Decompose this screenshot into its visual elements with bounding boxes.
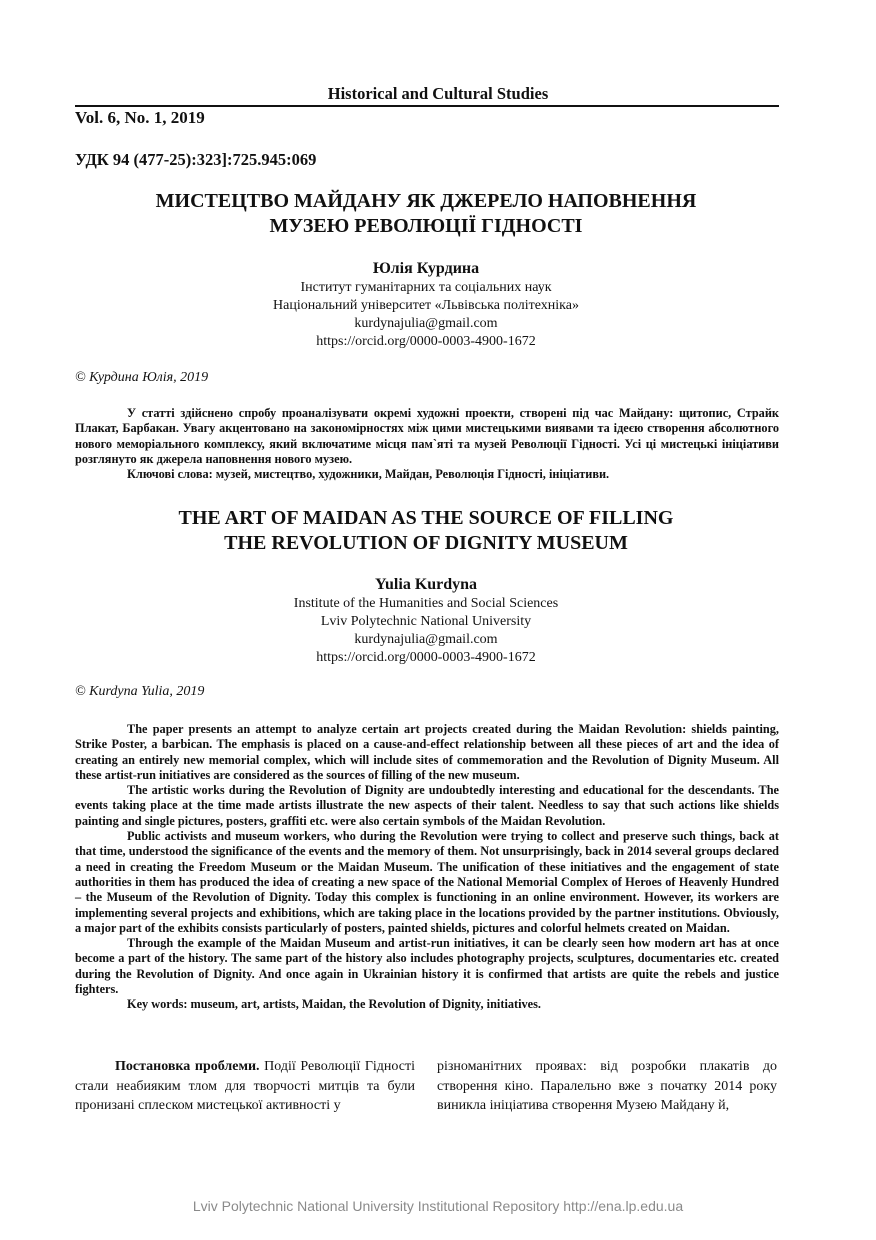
uk-title — [0, 189, 852, 239]
en-abstract — [75, 722, 779, 1013]
en-abstract-paragraph-2: The artistic works during the Revolution of Dignity are undoubtedly interesting and educational for the descendants. The events taking place at the time made artists illustrate the new aspects of their talent. Needless to say that such actions like shields painting and single pictures, posters, graffiti etc. were also certain symbols of the Maidan Revolution. — [75, 783, 779, 828]
body-left-column — [75, 1057, 415, 1116]
uk-affiliation-institute: Інститут гуманітарних та соціальних наук — [300, 280, 552, 295]
body-left-paragraph — [75, 1057, 415, 1116]
en-title-line2: THE REVOLUTION OF DIGNITY MUSEUM — [224, 532, 628, 554]
uk-affiliation-block — [0, 279, 852, 351]
uk-affiliation-university: Національний університет «Львівська політехніка» — [273, 298, 579, 313]
uk-abstract — [75, 406, 779, 482]
en-author: Yulia Kurdyna — [374, 576, 478, 593]
journal-title: Historical and Cultural Studies — [327, 84, 549, 103]
en-title-line1: THE ART OF MAIDAN AS THE SOURCE OF FILLING — [178, 507, 674, 529]
body-right-text: різноманітних проявах: від розробки плакатів до створення кіно. Паралельно вже з початку 2014 року виникла ініціатива створення Музею Майдану й, — [437, 1059, 777, 1113]
en-affiliation-university: Lviv Polytechnic National University — [320, 614, 532, 629]
uk-title-line2: МУЗЕЮ РЕВОЛЮЦІЇ ГІДНОСТІ — [269, 215, 583, 237]
uk-copyright: © Курдина Юлія, 2019 — [75, 370, 209, 385]
uk-orcid-link[interactable]: https://orcid.org/0000-0003-4900-1672 — [316, 334, 536, 349]
uk-title-line1: МИСТЕЦТВО МАЙДАНУ ЯК ДЖЕРЕЛО НАПОВНЕННЯ — [155, 190, 697, 212]
volume-info: Vol. 6, No. 1, 2019 — [75, 108, 205, 127]
en-abstract-paragraph-3: Public activists and museum workers, who during the Revolution were trying to collect and preserve such things, back at that time, understood the significance of the events and the memory of them. Not unsurprisingly, back in 2014 several groups declared a need in creating the Freedom Museum or the Maidan Museum. The unification of these initiatives and the engagement of state authorities in them has produced the idea of creating a new space of the National Memorial Complex of Heroes of Heavenly Hundred – the Museum of the Revolution of Dignity. Today this complex is functioning in an online environment. However, its workers are implementing several projects and exhibitions, which are taking place in the locations provided by the partner institutions. Obviously, a major part of the exhibits consists particularly of posters, painted shields, pictures and colorful helmets created on Maidan. — [75, 829, 779, 935]
en-title — [0, 506, 852, 556]
uk-author: Юлія Курдина — [372, 260, 480, 277]
body-left-text: Події Революції Гідності стали неабияким тлом для творчості митців та були пронизані сплеском мистецької активності у — [75, 1059, 415, 1113]
uk-keywords: Ключові слова: музей, мистецтво, художники, Майдан, Революція Гідності, ініціативи. — [127, 467, 610, 482]
udk-code: УДК 94 (477-25):323]:725.945:069 — [75, 150, 317, 169]
repository-footer: Lviv Polytechnic National University Institutional Repository http://ena.lp.edu.ua — [192, 1198, 684, 1214]
en-abstract-paragraph-4: Through the example of the Maidan Museum and artist-run initiatives, it can be clearly seen how modern art has at once become a part of the history. The same part of the history also includes photography projects, sculptures, documentaries etc. created during the Revolution of Dignity. And once again in Ukrainian history it is confirmed that artists are quite the rebels and justice fighters. — [75, 936, 779, 997]
en-copyright: © Kurdyna Yulia, 2019 — [75, 684, 205, 699]
en-email[interactable]: kurdynajulia@gmail.com — [354, 632, 498, 647]
uk-email[interactable]: kurdynajulia@gmail.com — [354, 316, 498, 331]
header-divider — [75, 105, 779, 107]
en-affiliation-institute: Institute of the Humanities and Social Sciences — [293, 596, 559, 611]
en-abstract-paragraph-1: The paper presents an attempt to analyze certain art projects created during the Maidan Revolution: shields painting, Strike Poster, a barbican. The emphasis is placed on a cause-and-effect relationship between all these pieces of art and the idea of creating an entirely new memorial complex, which will include sites of commemoration and the Revolution of Dignity Museum. All these artist-run initiatives are considered as the sources of filling of the new museum. — [75, 722, 779, 782]
en-orcid-link[interactable]: https://orcid.org/0000-0003-4900-1672 — [316, 650, 536, 665]
body-right-column — [437, 1057, 777, 1116]
en-affiliation-block — [0, 595, 852, 667]
uk-abstract-text: У статті здійснено спробу проаналізувати окремі художні проекти, створені під час Майдану: щитопис, Страйк Плакат, Барбакан. Увагу акцентовано на закономірностях між цими мистецькими виявами та ідеєю створення абсолютного нового меморіального комплексу, який включатиме місця пам`яті та музей Революції Гідності. Усі ці мистецькі ініціативи розглянуто як джерела наповнення нового музею. — [75, 406, 779, 466]
section-heading: Постановка проблеми. — [115, 1059, 260, 1074]
en-keywords: Key words: museum, art, artists, Maidan, the Revolution of Dignity, initiatives. — [127, 997, 541, 1012]
